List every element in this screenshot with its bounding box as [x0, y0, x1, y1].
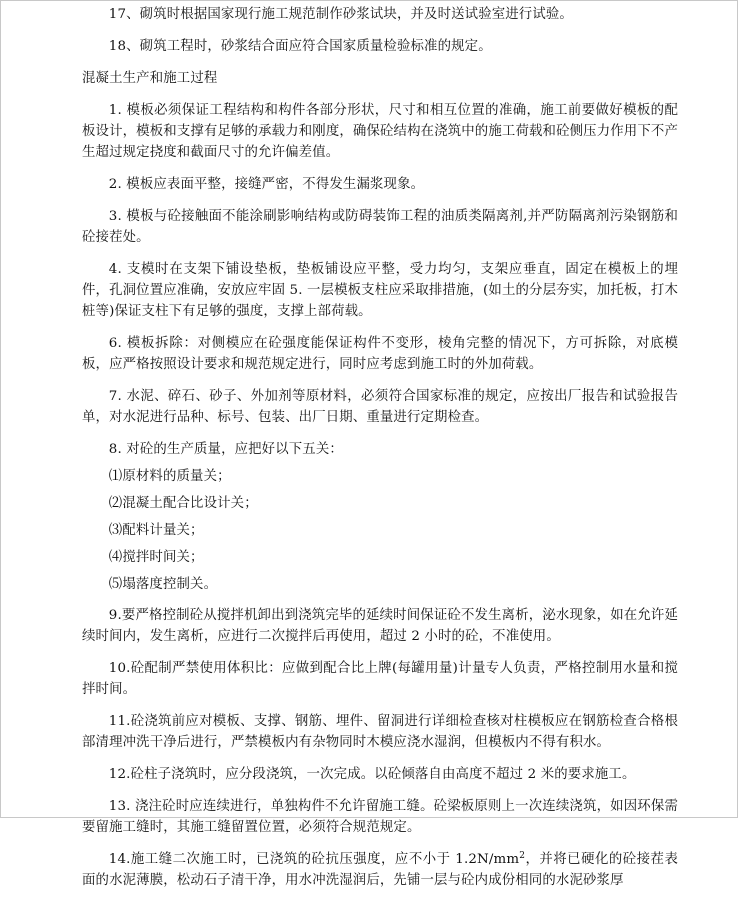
list-item-raw-material: ⑴原材料的质量关；: [108, 469, 231, 484]
list-item-batching: ⑶配料计量关；: [108, 523, 204, 538]
paragraph-concrete-14-text: 14.施工缝二次施工时，已浇筑的砼抗压强度，应不小于 1.2N/mm: [108, 852, 520, 867]
paragraph-concrete-3: 3. 模板与砼接触面不能涂刷影响结构或防碍装饰工程的油质类隔离剂,并严防隔离剂污染钢筋和砼接茬处。: [82, 209, 678, 245]
paragraph-concrete-1: 1. 模板必须保证工程结构和构件各部分形状，尺寸和相互位置的准确，施工前要做好模板的配板设计，模板和支撑有足够的承载力和刚度，确保砼结构在浇筑中的施工荷载和砼侧压力作用下不产生超过规定挠度和截面尺寸的允许偏差值。: [82, 103, 678, 160]
paragraph-concrete-12: 12.砼柱子浇筑时，应分段浇筑，一次完成。以砼倾落自由高度不超过 2 米的要求施工。: [108, 767, 636, 782]
list-item-mixing-time: ⑷搅拌时间关；: [108, 550, 204, 565]
paragraph-concrete-8: 8. 对砼的生产质量，应把好以下五关：: [108, 442, 343, 457]
paragraph-concrete-11: 11.砼浇筑前应对模板、支撑、钢筋、埋件、留洞进行详细检查核对柱模板应在钢筋检查合格根部清理冲洗干净后进行，严禁模板内有杂物同时木模应浇水湿润，但模板内不得有积水。: [82, 714, 678, 750]
paragraph-concrete-13: 13. 浇注砼时应连续进行，单独构件不允许留施工缝。砼梁板原则上一次连续浇筑，如因环保需要留施工缝时，其施工缝留置位置，必须符合规范规定。: [82, 799, 678, 835]
paragraph-concrete-6: 6. 模板拆除：对侧模应在砼强度能保证构件不变形，棱角完整的情况下，方可拆除，对底模板，应严格按照设计要求和规范规定进行，同时应考虑到施工时的外加荷载。: [82, 336, 678, 372]
paragraph-concrete-10: 10.砼配制严禁使用体积比：应做到配合比上牌(每罐用量)计量专人负责，严格控制用水量和搅拌时间。: [82, 661, 678, 697]
list-item-slump: ⑸塌落度控制关。: [108, 577, 218, 592]
section-heading-concrete: 混凝土生产和施工过程: [82, 71, 218, 86]
paragraph-18: 18、砌筑工程时，砂浆结合面应符合国家质量检验标准的规定。: [108, 39, 492, 54]
paragraph-concrete-2: 2. 模板应表面平整，接缝严密，不得发生漏浆现象。: [108, 177, 425, 192]
document-body: [82, 4, 678, 902]
paragraph-concrete-9: 9.要严格控制砼从搅拌机卸出到浇筑完毕的延续时间保证砼不发生离析，泌水现象，如在允许延续时间内，发生离析，应进行二次搅拌后再使用，超过 2 小时的砼，不准使用。: [82, 608, 678, 644]
paragraph-concrete-14-tail: ，并将已硬化的砼接茬表面的水泥薄膜，松动石子清干净，用水冲洗湿润后，先铺一层与砼内成份相同的水泥砂浆厚: [82, 852, 678, 888]
superscript-2: 2: [519, 851, 526, 861]
paragraph-17: 17、砌筑时根据国家现行施工规范制作砂浆试块，并及时送试验室进行试验。: [108, 7, 573, 22]
paragraph-concrete-4: 4. 支模时在支架下铺设垫板，垫板铺设应平整，受力均匀，支架应垂直，固定在模板上的埋件，孔洞位置应准确，安放应牢固 5. 一层模板支柱应采取排措施，(如土的分层夯实，加托板，打木桩等)保证支柱下有足够的强度，支撑上部荷载。: [82, 262, 678, 319]
paragraph-concrete-7: 7. 水泥、碎石、砂子、外加剂等原材料，必须符合国家标准的规定，应按出厂报告和试验报告单，对水泥进行品种、标号、包装、出厂日期、重量进行定期检查。: [82, 389, 678, 425]
list-item-mix-design: ⑵混凝土配合比设计关；: [108, 496, 258, 511]
paragraph-concrete-14: [82, 849, 678, 891]
